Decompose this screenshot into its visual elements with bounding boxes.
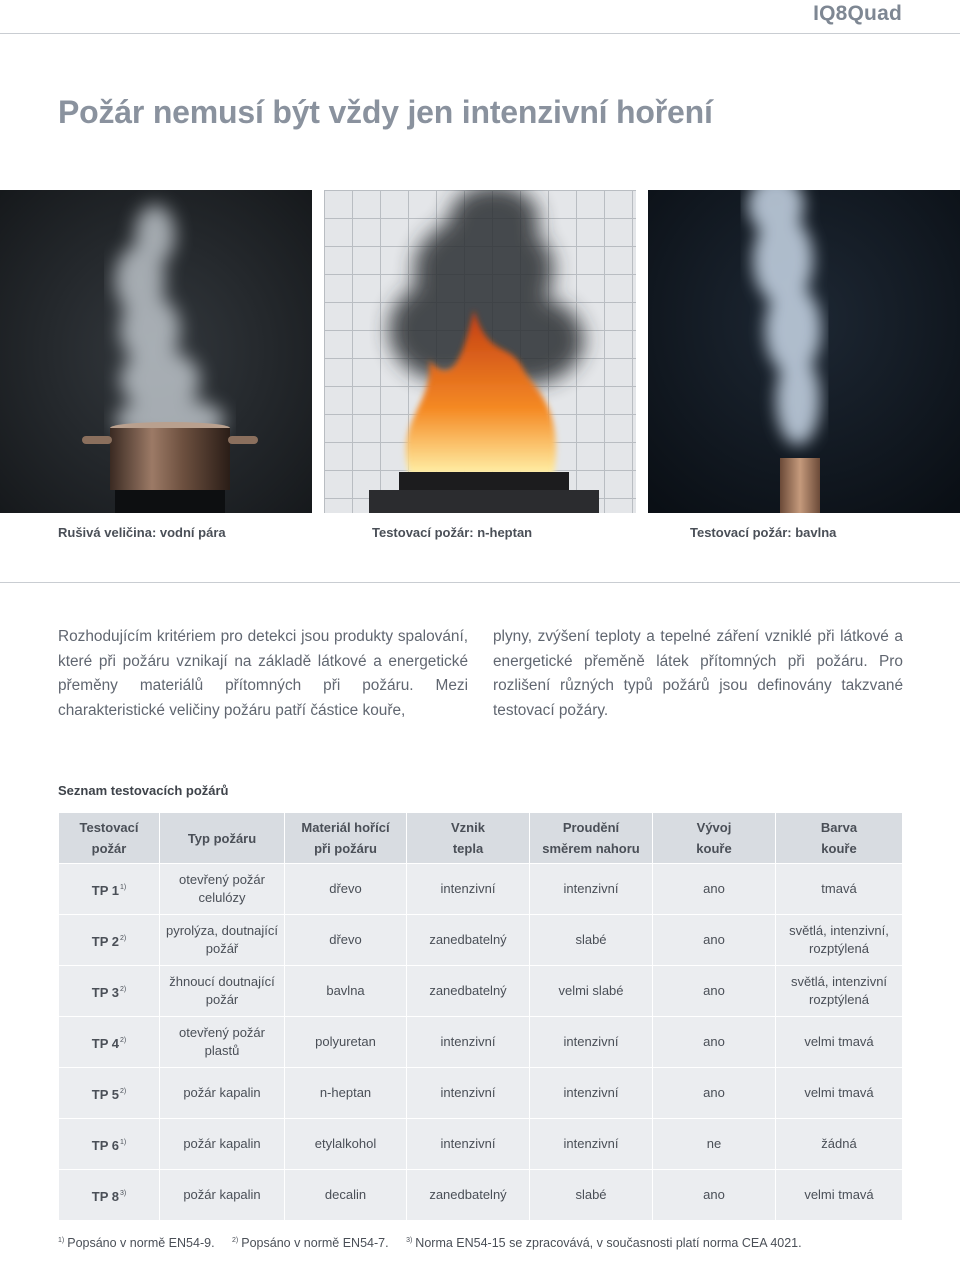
table-row	[59, 864, 903, 915]
table-row	[59, 915, 903, 966]
table-row	[59, 966, 903, 1017]
cell-smoke: ano	[653, 1170, 776, 1221]
photo-steam-pot	[0, 190, 312, 513]
cell-type: otevřený požár celulózy	[160, 864, 285, 915]
cell-heat: zanedbatelný	[407, 915, 530, 966]
cell-code: TP 6$^{1)}$	[59, 1119, 160, 1170]
test-fire-table	[58, 812, 903, 1221]
cell-code: TP 5$^{2)}$	[59, 1068, 160, 1119]
cell-heat: zanedbatelný	[407, 1170, 530, 1221]
cell-code: TP 1$^{1)}$	[59, 864, 160, 915]
cell-material: dřevo	[285, 915, 407, 966]
section-divider	[0, 582, 960, 583]
cell-smoke-color: tmavá	[776, 864, 903, 915]
cell-material: n-heptan	[285, 1068, 407, 1119]
cell-material: bavlna	[285, 966, 407, 1017]
brand-logo: IQ8Quad	[813, 2, 902, 25]
table-row	[59, 1068, 903, 1119]
cell-type: žhnoucí doutnající požár	[160, 966, 285, 1017]
cell-smoke-color: světlá, intenzivní, rozptýlená	[776, 915, 903, 966]
cell-smoke: ano	[653, 966, 776, 1017]
cell-smoke-color: velmi tmavá	[776, 1068, 903, 1119]
cell-smoke-color: velmi tmavá	[776, 1017, 903, 1068]
intro-paragraph-left: Rozhodujícím kritériem pro detekci jsou produkty spalování, které při požáru vznikají na základě látkové a energetické přeměny materiálů přítomných při požáru. Mezi charakteristické veličiny požáru patří částice kouře,	[58, 628, 468, 719]
cell-type: pyrolýza, doutnající požář	[160, 915, 285, 966]
photo-caption-steam: Rušivá veličina: vodní pára	[58, 525, 226, 540]
col-header-material: Materiál hořící při požáru	[285, 813, 407, 864]
cell-code: TP 3$^{2)}$	[59, 966, 160, 1017]
footnote-2: $^{2)}$ Popsáno v normě EN54-7.	[232, 1236, 389, 1250]
cell-heat: intenzivní	[407, 864, 530, 915]
photo-caption-heptane: Testovací požár: n-heptan	[372, 525, 533, 540]
cell-smoke: ano	[653, 864, 776, 915]
col-header-updraft: Proudění směrem nahoru	[530, 813, 653, 864]
cell-smoke-color: žádná	[776, 1119, 903, 1170]
cell-material: polyuretan	[285, 1017, 407, 1068]
table-row	[59, 1170, 903, 1221]
footnote-3: $^{3)}$ Norma EN54-15 se zpracovává, v současnosti platí norma CEA 4021.	[406, 1236, 802, 1250]
table-row	[59, 1119, 903, 1170]
cell-code: TP 4$^{2)}$	[59, 1017, 160, 1068]
test-fire-list-title: Seznam testovacích požárů	[58, 783, 229, 798]
cell-updraft: intenzivní	[530, 1017, 653, 1068]
cell-updraft: velmi slabé	[530, 966, 653, 1017]
cell-updraft: slabé	[530, 915, 653, 966]
table-header-row	[59, 813, 903, 864]
cell-type: požár kapalin	[160, 1068, 285, 1119]
page-title: Požár nemusí být vždy jen intenzivní hoření	[58, 94, 713, 130]
cell-heat: zanedbatelný	[407, 966, 530, 1017]
cell-smoke: ano	[653, 1017, 776, 1068]
cell-heat: intenzivní	[407, 1119, 530, 1170]
col-header-test-fire: Testovací požár	[59, 813, 160, 864]
header-divider	[0, 33, 960, 34]
footnote-1: $^{1)}$ Popsáno v normě EN54-9.	[58, 1236, 215, 1250]
cell-updraft: intenzivní	[530, 1068, 653, 1119]
cell-type: požár kapalin	[160, 1170, 285, 1221]
photo-cotton-smoke	[648, 190, 960, 513]
cell-updraft: slabé	[530, 1170, 653, 1221]
intro-paragraph-right: plyny, zvýšení teploty a tepelné záření vzniklé při látkové a energetické přeměně látek přítomných při požáru. Pro rozlišení různých typů požárů jsou definovány takzvané testovací požáry.	[493, 628, 903, 719]
table-row	[59, 1017, 903, 1068]
cell-code: TP 8$^{3)}$	[59, 1170, 160, 1221]
col-header-heat: Vznik tepla	[407, 813, 530, 864]
cell-material: decalin	[285, 1170, 407, 1221]
photo-caption-cotton: Testovací požár: bavlna	[690, 525, 837, 540]
cell-material: dřevo	[285, 864, 407, 915]
photo-heptane-fire	[324, 190, 636, 513]
cell-heat: intenzivní	[407, 1017, 530, 1068]
cell-heat: intenzivní	[407, 1068, 530, 1119]
cell-smoke-color: světlá, intenzivní rozptýlená	[776, 966, 903, 1017]
footnotes	[58, 1236, 816, 1250]
cell-smoke: ano	[653, 1068, 776, 1119]
cell-type: otevřený požár plastů	[160, 1017, 285, 1068]
cell-updraft: intenzivní	[530, 864, 653, 915]
col-header-smoke-color: Barva kouře	[776, 813, 903, 864]
cell-code: TP 2$^{2)}$	[59, 915, 160, 966]
col-header-smoke: Vývoj kouře	[653, 813, 776, 864]
cell-smoke: ne	[653, 1119, 776, 1170]
cell-smoke: ano	[653, 915, 776, 966]
cell-material: etylalkohol	[285, 1119, 407, 1170]
cell-type: požár kapalin	[160, 1119, 285, 1170]
cell-smoke-color: velmi tmavá	[776, 1170, 903, 1221]
cell-updraft: intenzivní	[530, 1119, 653, 1170]
col-header-fire-type: Typ požáru	[160, 813, 285, 864]
